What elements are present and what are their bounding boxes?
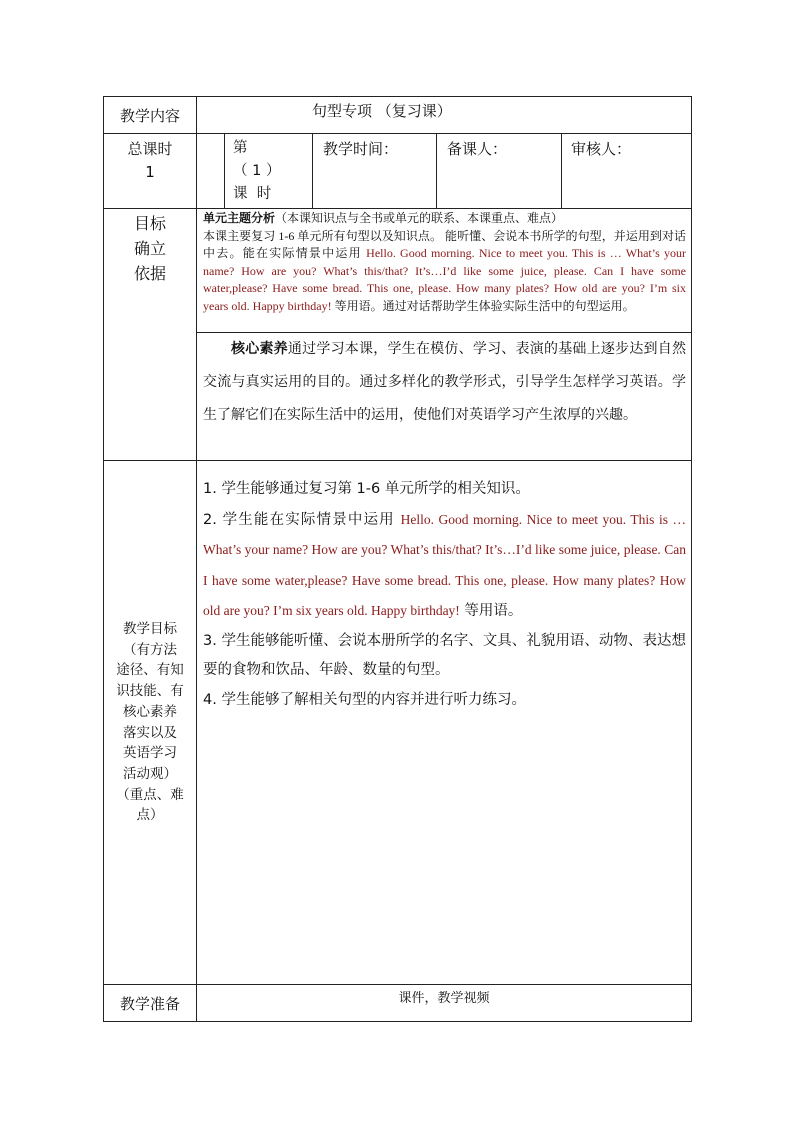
objectives-label-10: 点） <box>136 807 164 824</box>
row-unit-analysis <box>104 209 692 333</box>
preparer-cell <box>437 134 562 209</box>
objective-basis-label-2: 确立 <box>133 239 166 258</box>
total-periods-label: 总课时 <box>127 140 173 158</box>
objective-4: 4. 学生能够了解相关句型的内容并进行听力练习。 <box>203 691 526 708</box>
objective-1: 1. 学生能够通过复习第 1-6 单元所学的相关知识。 <box>203 481 530 497</box>
reviewer-cell <box>562 134 692 209</box>
lesson-number-line1: 第 <box>233 140 248 156</box>
objectives-label-3: 途径、有知 <box>116 662 184 679</box>
teaching-objectives-cell <box>197 461 692 985</box>
teaching-preparation-label: 教学准备 <box>119 994 180 1013</box>
objectives-label-9: （重点、难 <box>116 786 184 803</box>
lesson-number-cell <box>225 134 313 209</box>
preparer-label: 备课人： <box>447 140 508 158</box>
total-periods-cell <box>104 134 197 209</box>
teaching-time-cell <box>313 134 437 209</box>
objectives-label-6: 落实以及 <box>123 724 177 741</box>
reviewer-label: 审核人： <box>571 140 632 158</box>
total-periods-value: 1 <box>145 163 155 181</box>
unit-analysis-english-phrases: Hello. Good morning. Nice to meet you. This is … What’s your name? How are you? What’s this/that? It’s…I’d like some juice, please. Can I have some water,please? Have some bread. This one, please. How many plates? How old are you? I’m six years old. Happy birthday! <box>203 246 687 313</box>
objective-2-prefix: 2. 学生能在实际情景中运用 <box>203 511 401 528</box>
core-literacy-heading: 核心素养 <box>231 342 288 357</box>
objective-basis-label-1: 目标 <box>133 214 166 233</box>
unit-analysis-text-2: 等用语。通过对话帮助学生体验实际生活中的句型运用。 <box>331 298 635 313</box>
unit-analysis-body <box>203 228 686 316</box>
row-teaching-preparation <box>104 985 692 1022</box>
teaching-preparation-value: 课件，教学视频 <box>398 991 490 1006</box>
objective-basis-label-3: 依据 <box>133 264 166 283</box>
objectives-label-7: 英语学习 <box>123 745 177 762</box>
unit-analysis-cell <box>197 209 692 333</box>
objective-3: 3. 学生能够能听懂、会说本册所学的名字、文具、礼貌用语、动物、表达想要的食物和饮品、年龄、数量的句型。 <box>203 632 686 678</box>
lesson-plan-table <box>103 96 692 1022</box>
lesson-number-line3: 课 时 <box>233 186 272 202</box>
lesson-number-value: （ 1 ） <box>233 163 281 179</box>
objective-2-english-phrases: Hello. Good morning. Nice to meet you. This is … What’s your name? How are you? What’s this/that? It’s…I’d like some juice, please. Can I have some water,please? Have some bread. This one, please. How many plates? How old are you? I’m six years old. Happy birthday! <box>203 511 686 618</box>
teaching-preparation-label-cell <box>104 985 197 1022</box>
row-teaching-content <box>104 97 692 134</box>
unit-analysis-text-1: 本课主要复习 1-6 单元所有句型以及知识点。 能听懂、会说本书所学的句型，并运用到对话中去。能在实际情景中运用 <box>203 228 686 260</box>
objectives-label-4: 识技能、有 <box>116 683 184 700</box>
empty-cell <box>197 134 225 209</box>
row-lesson-info <box>104 134 692 209</box>
row-teaching-objectives <box>104 461 692 985</box>
core-literacy-cell <box>197 333 692 461</box>
objective-2 <box>203 505 686 627</box>
objectives-label-5: 核心素养 <box>123 703 177 720</box>
core-literacy-paragraph <box>203 333 686 432</box>
unit-analysis-heading: 单元主题分析 <box>203 211 276 225</box>
objectives-label-1: 教学目标 <box>123 620 177 637</box>
objectives-label-8: 活动观） <box>123 765 177 782</box>
lesson-title-cell <box>197 97 692 134</box>
lesson-title: 句型专项 （复习课） <box>312 102 452 120</box>
objectives-label-2: （有方法 <box>123 641 177 658</box>
teaching-time-label: 教学时间： <box>323 140 399 158</box>
unit-analysis-note: （本课知识点与全书或单元的联系、本课重点、难点） <box>275 211 564 225</box>
unit-analysis-heading-line <box>203 210 686 228</box>
core-literacy-text: 通过学习本课，学生在模仿、学习、表演的基础上逐步达到自然交流与真实运用的目的。通过多样化的教学形式，引导学生怎样学习英语。学生了解它们在实际生活中的运用，使他们对英语学习产生浓厚的兴趣。 <box>203 342 687 423</box>
teaching-objectives-label-cell <box>104 461 197 985</box>
objective-basis-label-cell <box>104 209 197 461</box>
objective-2-suffix: 等用语。 <box>459 603 523 619</box>
teaching-content-label-text: 教学内容 <box>119 106 180 125</box>
teaching-content-label <box>104 97 197 134</box>
teaching-preparation-cell <box>197 985 692 1022</box>
